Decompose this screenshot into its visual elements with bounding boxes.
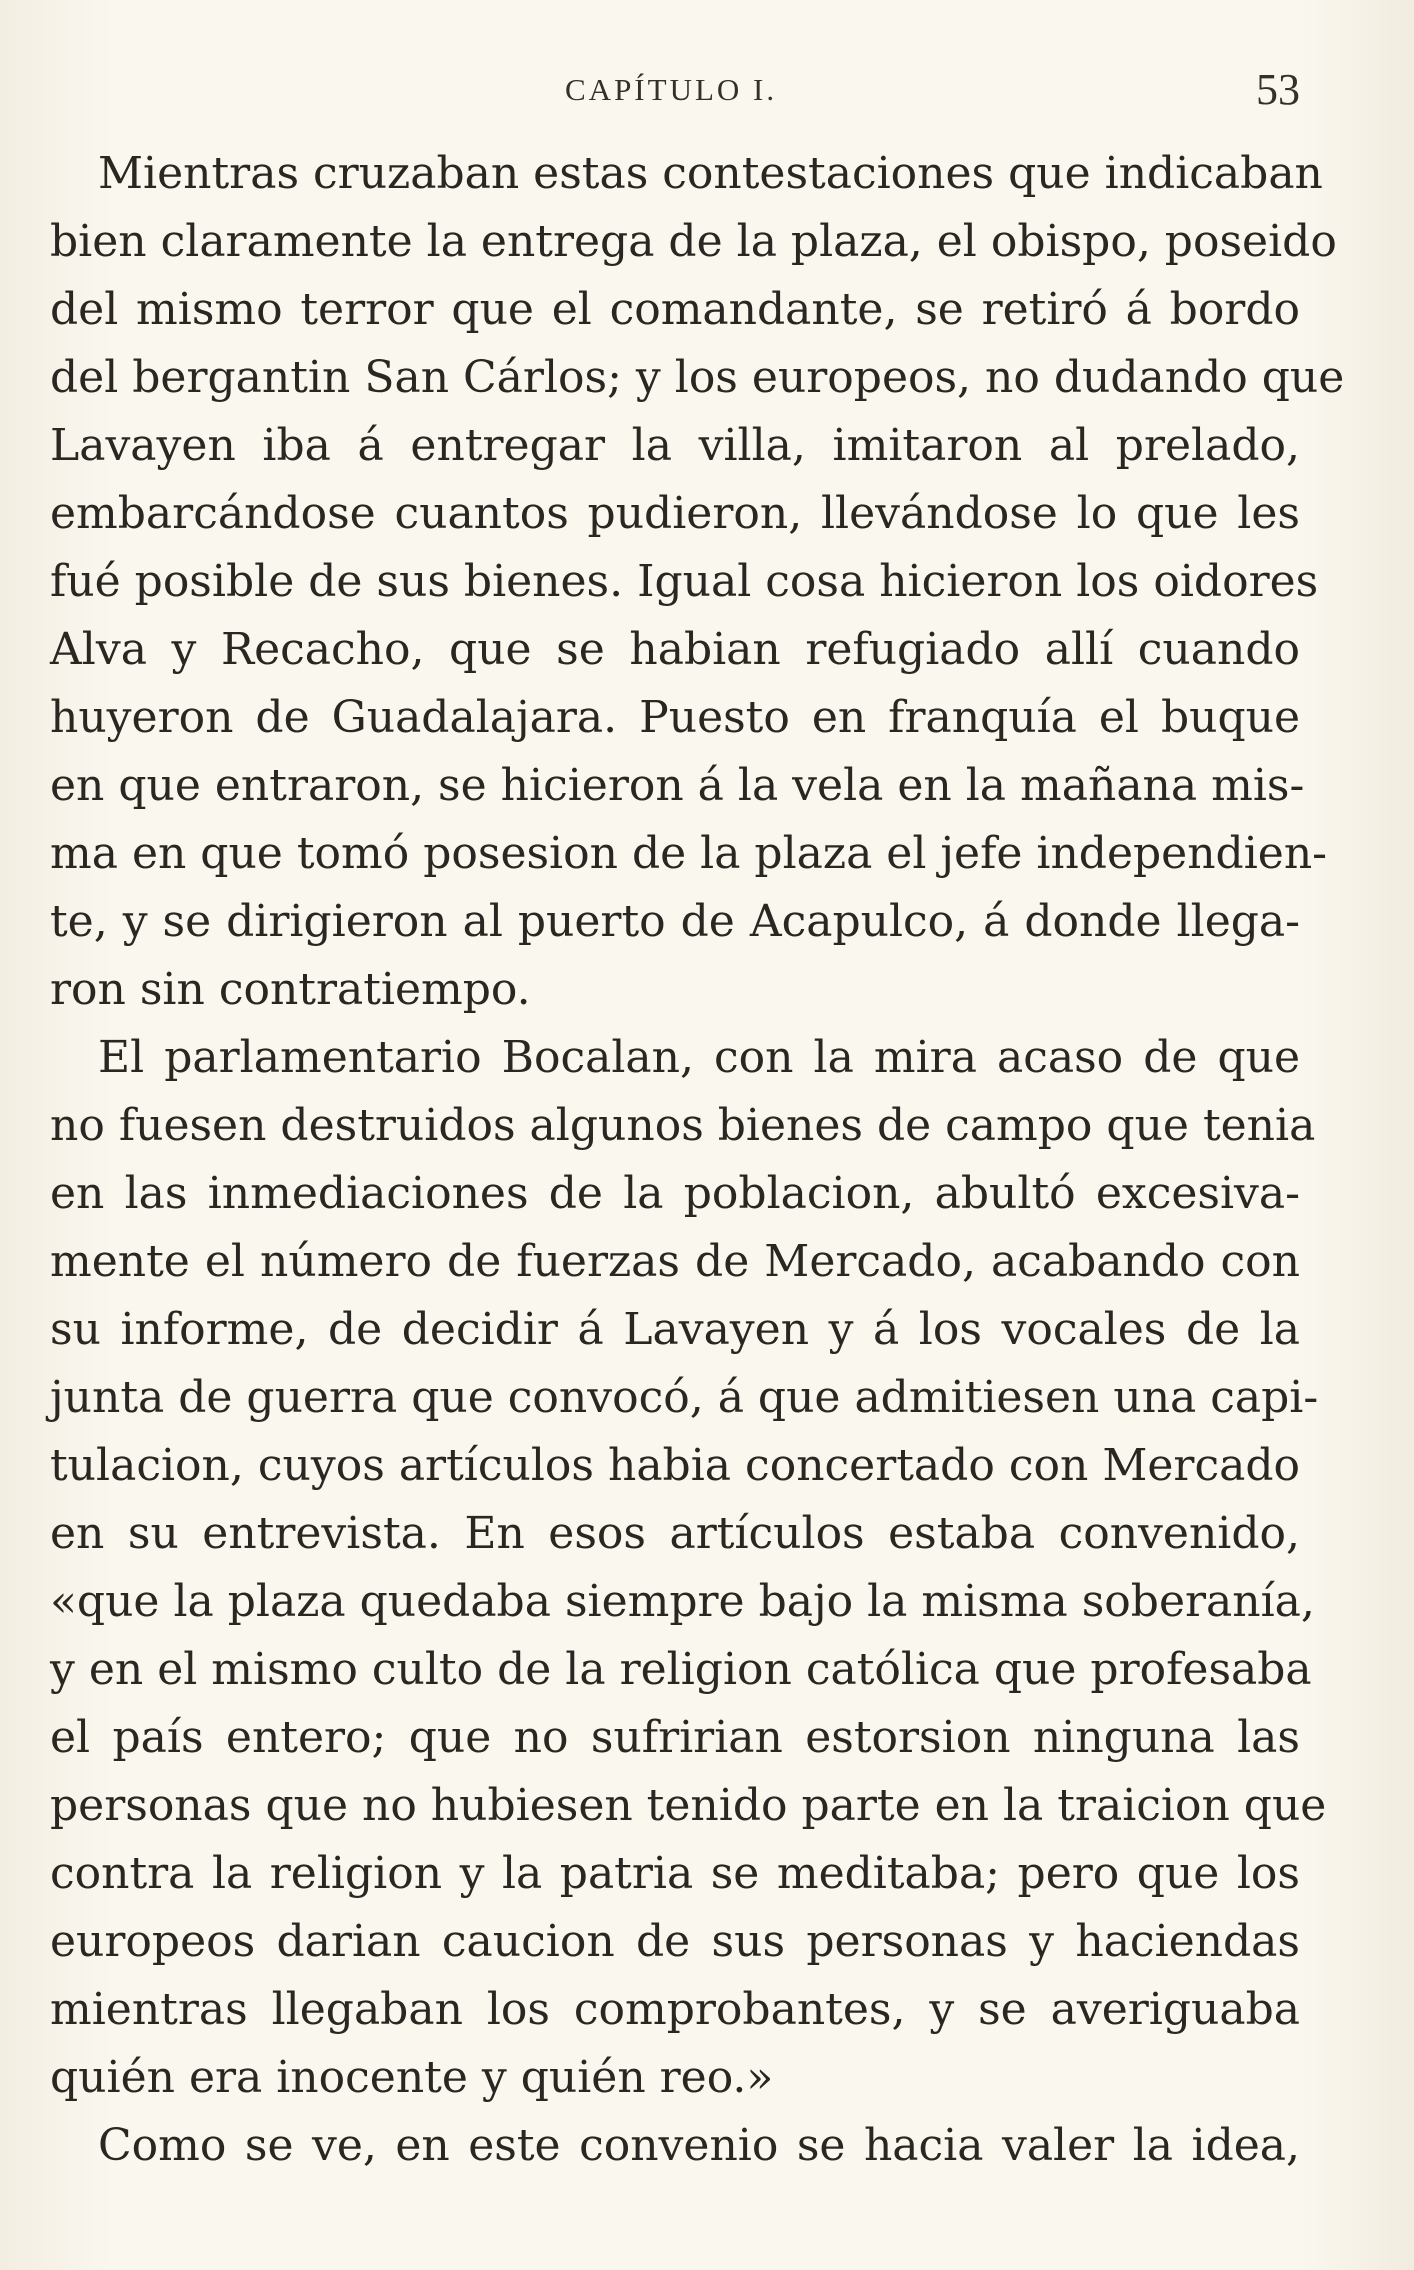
text-line: el país entero; que no sufririan estorsion ninguna las [50, 1712, 1300, 1763]
text-line: fué posible de sus bienes. Igual cosa hicieron los oidores [50, 556, 1319, 607]
running-head [50, 64, 1300, 124]
text-line: mente el número de fuerzas de Mercado, acabando con [50, 1236, 1300, 1287]
text-line: ma en que tomó posesion de la plaza el jefe independien- [50, 828, 1328, 879]
text-line: y en el mismo culto de la religion católica que profesaba [50, 1644, 1312, 1695]
page-number: 53 [1256, 65, 1300, 114]
body-text [50, 140, 1345, 2180]
text-line: Lavayen iba á entregar la villa, imitaron al prelado, [50, 420, 1300, 471]
text-line: junta de guerra que convocó, á que admitiesen una capi- [50, 1372, 1319, 1423]
text-line: ron sin contratiempo. [50, 964, 531, 1015]
text-line: te, y se dirigieron al puerto de Acapulco, á donde llega- [50, 896, 1300, 947]
text-line: su informe, de decidir á Lavayen y á los vocales de la [50, 1304, 1300, 1355]
text-line: personas que no hubiesen tenido parte en la traicion que [50, 1780, 1327, 1831]
chapter-heading: CAPÍTULO I. [565, 72, 778, 107]
text-line: tulacion, cuyos artículos habia concertado con Mercado [50, 1440, 1300, 1491]
text-line: no fuesen destruidos algunos bienes de campo que tenia [50, 1100, 1316, 1151]
text-line: huyeron de Guadalajara. Puesto en franquía el buque [50, 692, 1300, 743]
text-line: europeos darian caucion de sus personas y haciendas [50, 1916, 1300, 1967]
text-line: contra la religion y la patria se meditaba; pero que los [50, 1848, 1300, 1899]
text-line: El parlamentario Bocalan, con la mira acaso de que [98, 1032, 1300, 1083]
text-line: Como se ve, en este convenio se hacia valer la idea, [98, 2120, 1300, 2171]
text-line: Mientras cruzaban estas contestaciones que indicaban [98, 148, 1323, 199]
text-line: del bergantin San Cárlos; y los europeos, no dudando que [50, 352, 1345, 403]
text-line: del mismo terror que el comandante, se retiró á bordo [50, 284, 1300, 335]
text-line: embarcándose cuantos pudieron, llevándose lo que les [50, 488, 1300, 539]
text-line: en las inmediaciones de la poblacion, abultó excesiva- [50, 1168, 1300, 1219]
text-line: Alva y Recacho, que se habian refugiado allí cuando [50, 624, 1300, 675]
text-line: en que entraron, se hicieron á la vela en la mañana mis- [50, 760, 1305, 811]
text-line: en su entrevista. En esos artículos estaba convenido, [50, 1508, 1300, 1559]
text-line: mientras llegaban los comprobantes, y se averiguaba [50, 1984, 1300, 2035]
text-line: bien claramente la entrega de la plaza, el obispo, poseido [50, 216, 1337, 267]
text-line: «que la plaza quedaba siempre bajo la misma soberanía, [50, 1576, 1315, 1627]
text-line: quién era inocente y quién reo.» [50, 2052, 774, 2103]
